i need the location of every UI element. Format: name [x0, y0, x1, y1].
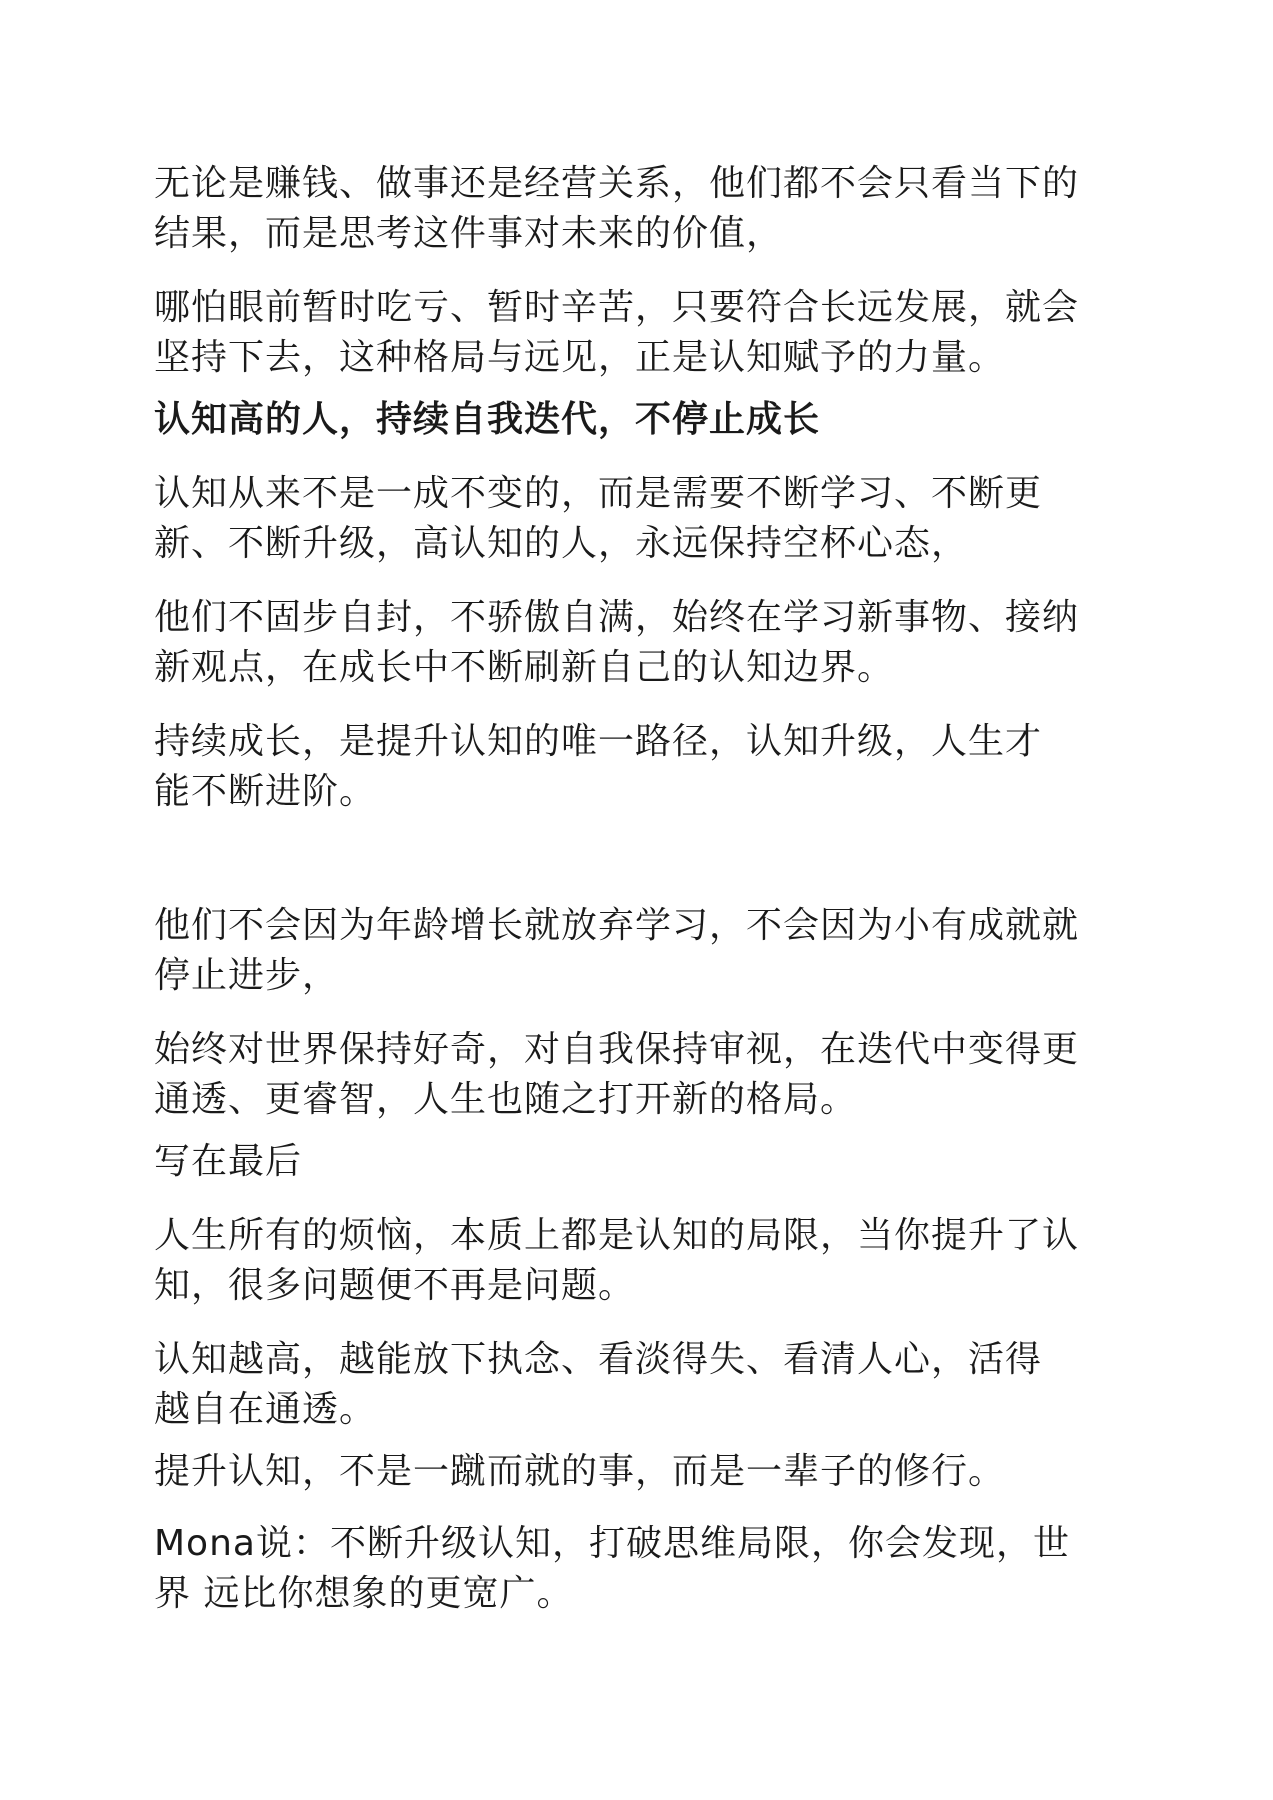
paragraph-line: 始终对世界保持好奇，对自我保持审视，在迭代中变得更: [154, 1029, 1080, 1070]
paragraph-line: 认知越高，越能放下执念、看淡得失、看清人心，活得: [154, 1339, 1043, 1380]
paragraph-line: 他们不会因为年龄增长就放弃学习，不会因为小有成就就: [154, 905, 1080, 946]
section-heading-closing: 写在最后: [154, 1141, 303, 1182]
paragraph-line: 通透、更睿智，人生也随之打开新的格局。: [154, 1079, 858, 1120]
signature-line: Mona说：不断升级认知，打破思维局限，你会发现，世: [154, 1523, 1070, 1564]
section-heading: 认知高的人，持续自我迭代，不停止成长: [154, 399, 821, 440]
paragraph-line: 新、不断升级，高认知的人，永远保持空杯心态，: [154, 523, 969, 564]
paragraph-line: 认知从来不是一成不变的，而是需要不断学习、不断更: [154, 473, 1043, 514]
paragraph-line: 结果，而是思考这件事对未来的价值，: [154, 213, 784, 254]
paragraph-line: 停止进步，: [154, 955, 340, 996]
paragraph-line: 坚持下去，这种格局与远见，正是认知赋予的力量。: [154, 337, 1006, 378]
paragraph-line: 能不断进阶。: [154, 771, 377, 812]
paragraph-line: 提升认知，不是一蹴而就的事，而是一辈子的修行。: [154, 1451, 1006, 1492]
paragraph-line: 持续成长，是提升认知的唯一路径，认知升级，人生才: [154, 721, 1043, 762]
paragraph-line: 他们不固步自封，不骄傲自满，始终在学习新事物、接纳: [154, 597, 1080, 638]
paragraph-line: 越自在通透。: [154, 1389, 377, 1430]
paragraph-line: 知，很多问题便不再是问题。: [154, 1265, 636, 1306]
paragraph-line: 哪怕眼前暂时吃亏、暂时辛苦，只要符合长远发展，就会: [154, 287, 1080, 328]
paragraph-line: 新观点，在成长中不断刷新自己的认知边界。: [154, 647, 895, 688]
paragraph-line: 无论是赚钱、做事还是经营关系，他们都不会只看当下的: [154, 163, 1080, 204]
signature-line: 界 远比你想象的更宽广。: [154, 1573, 574, 1614]
paragraph-line: 人生所有的烦恼，本质上都是认知的局限，当你提升了认: [154, 1215, 1080, 1256]
